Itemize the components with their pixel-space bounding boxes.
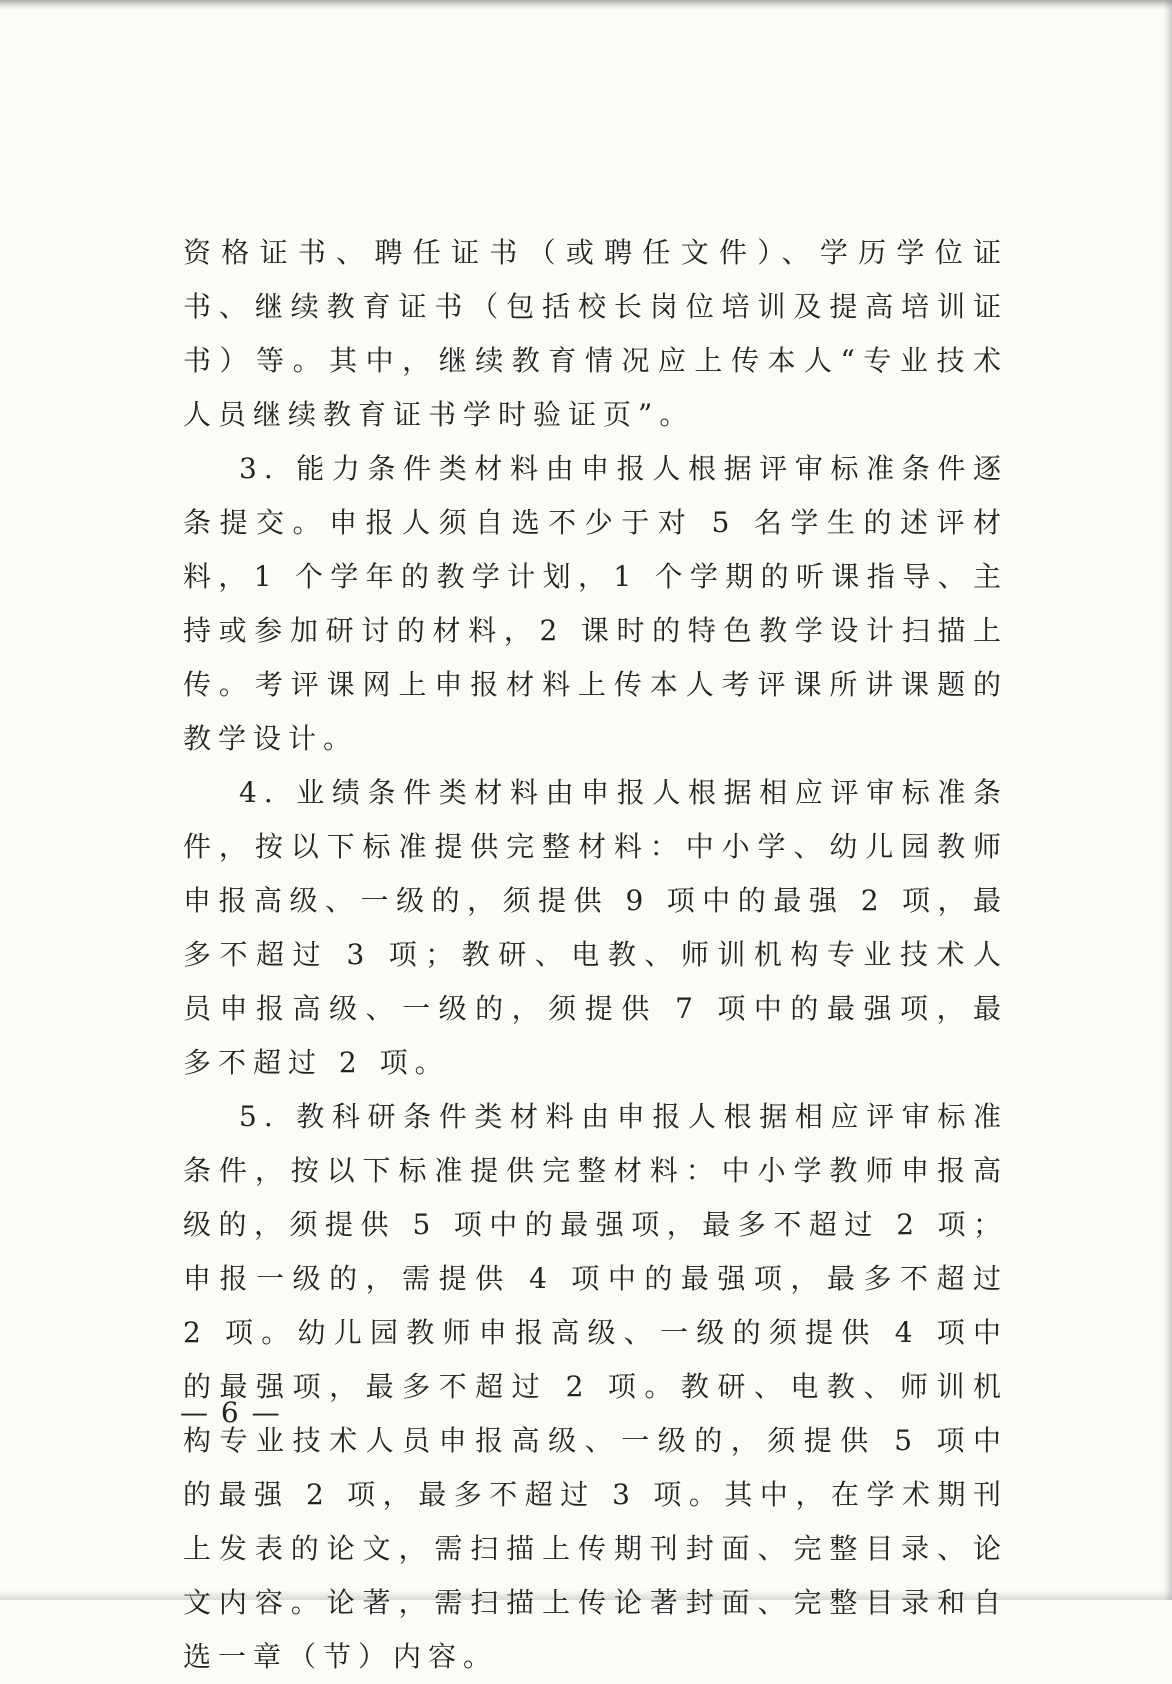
document-body xyxy=(183,226,1008,1684)
scan-top-edge xyxy=(0,0,1172,10)
document-paragraph-research-materials: 5. 教科研条件类材料由申报人根据相应评审标准条件，按以下标准提供完整材料：中小学教师申报高级的，须提供 5 项中的最强项，最多不超过 2 项；申报一级的，需提供 4 项中的最强项，最多不超过 2 项。幼儿园教师申报高级、一级的须提供 4 项中的最强项，最多不超过 2 项。教研、电教、师训机构专业技术人员申报高级、一级的，须提供 5 项中的最强 2 项，最多不超过 3 项。其中，在学术期刊上发表的论文，需扫描上传期刊封面、完整目录、论文内容。论著，需扫描上传论著封面、完整目录和自选一章（节）内容。 xyxy=(183,1100,1008,1673)
document-paragraph-ability-materials: 3. 能力条件类材料由申报人根据评审标准条件逐条提交。申报人须自选不少于对 5 名学生的述评材料，1 个学年的教学计划，1 个学期的听课指导、主持或参加研讨的材料，2 课时的特色教学设计扫描上传。考评课网上申报材料上传本人考评课所讲课题的教学设计。 xyxy=(183,452,1008,755)
document-paragraph-continued: 资格证书、聘任证书（或聘任文件）、学历学位证书、继续教育证书（包括校长岗位培训及提高培训证书）等。其中，继续教育情况应上传本人“专业技术人员继续教育证书学时验证页”。 xyxy=(183,236,1008,431)
document-paragraph-performance-materials: 4. 业绩条件类材料由申报人根据相应评审标准条件，按以下标准提供完整材料：中小学、幼儿园教师申报高级、一级的，须提供 9 项中的最强 2 项，最多不超过 3 项；教研、电教、师训机构专业技术人员申报高级、一级的，须提供 7 项中的最强项，最多不超过 2 项。 xyxy=(183,776,1008,1079)
scan-right-edge xyxy=(1164,0,1172,1600)
page-number: — 6 — xyxy=(180,1396,282,1429)
